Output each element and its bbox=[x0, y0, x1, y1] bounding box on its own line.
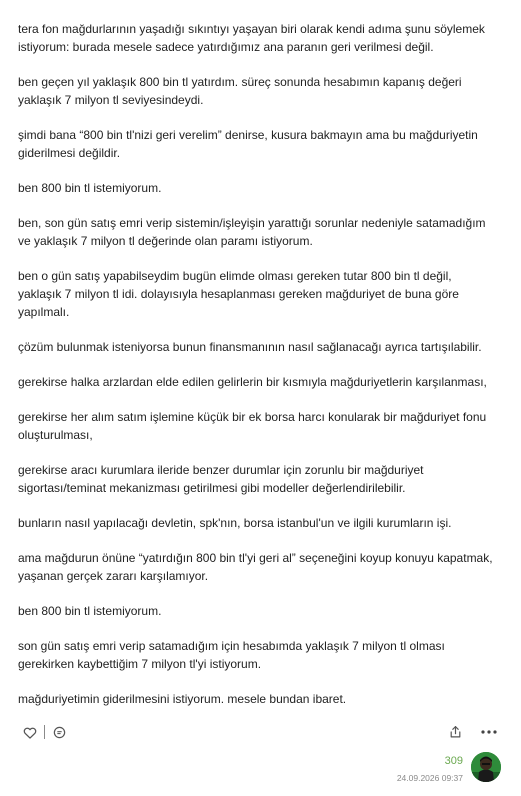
avatar[interactable] bbox=[471, 752, 501, 782]
author-link[interactable]: 309 bbox=[444, 755, 463, 767]
avatar-image bbox=[471, 752, 501, 782]
entry-date[interactable]: 24.09.2026 09:37 bbox=[396, 773, 463, 783]
entry-paragraph: gerekirse her alım satım işlemine küçük bir ek borsa harcı konularak bir mağduriyet fonu oluşturulması, bbox=[18, 410, 487, 442]
entry-paragraph: ama mağdurun önüne “yatırdığın 800 bin tl'yi geri al” seçeneğini koyup konuyu kapatmak, yaşanan gerçek zararı karşılamıyor. bbox=[18, 551, 493, 583]
entry-paragraph: ben 800 bin tl istemiyorum. bbox=[18, 604, 162, 618]
action-separator bbox=[44, 725, 45, 739]
entry-paragraph: gerekirse aracı kurumlara ileride benzer durumlar için zorunlu bir mağduriyet sigortası/teminat mekanizması getirilmesi gibi modeller değerlendirilebilir. bbox=[18, 463, 424, 495]
entry-content bbox=[18, 20, 496, 725]
entry-paragraph: son gün satış emri verip satamadığım için hesabımda yaklaşık 7 milyon tl olması gerekirken kaybettiğim 7 milyon tl'yi istiyorum. bbox=[18, 639, 445, 671]
comment-icon bbox=[53, 726, 66, 739]
entry-paragraph: çözüm bulunmak isteniyorsa bunun finansmanının nasıl sağlanacağı ayrıca tartışılabilir. bbox=[18, 340, 482, 354]
entry-meta bbox=[397, 752, 501, 785]
entry-paragraph: bunların nasıl yapılacağı devletin, spk'nın, borsa istanbul'un ve ilgili kurumların işi. bbox=[18, 516, 452, 530]
entry-paragraph: gerekirse halka arzlardan elde edilen gelirlerin bir kısmıyla mağduriyetlerin karşılanması, bbox=[18, 375, 487, 389]
more-button[interactable] bbox=[477, 720, 501, 744]
entry-paragraph: ben, son gün satış emri verip sistemin/işleyişin yarattığı sorunlar nedeniyle satamadığım ve yaklaşık 7 milyon tl değerinde olan paramı istiyorum. bbox=[18, 216, 486, 248]
entry-paragraph: ben o gün satış yapabilseydim bugün elimde olması gereken tutar 800 bin tl değil, yaklaşık 7 milyon tl idi. dolayısıyla hesaplanması gereken mağduriyet de buna göre yapılmalı. bbox=[18, 269, 459, 319]
more-icon bbox=[481, 730, 497, 734]
entry-meta-text bbox=[397, 752, 463, 785]
share-button[interactable] bbox=[443, 720, 467, 744]
entry-actions-right bbox=[443, 719, 501, 745]
entry-paragraph: ben 800 bin tl istemiyorum. bbox=[18, 181, 162, 195]
entry-actions-left bbox=[18, 719, 71, 745]
heart-icon bbox=[23, 726, 37, 739]
like-button[interactable] bbox=[18, 720, 42, 744]
entry-paragraph: mağduriyetimin giderilmesini istiyorum. mesele bundan ibaret. bbox=[18, 692, 347, 706]
entry-paragraph: ben geçen yıl yaklaşık 800 bin tl yatırdım. süreç sonunda hesabımın kapanış değeri yaklaşık 7 milyon tl seviyesindeydi. bbox=[18, 75, 462, 107]
share-icon bbox=[449, 725, 462, 739]
entry-paragraph: şimdi bana “800 bin tl'nizi geri verelim” denirse, kusura bakmayın ama bu mağduriyetin giderilmesi değildir. bbox=[18, 128, 478, 160]
comment-button[interactable] bbox=[47, 720, 71, 744]
entry-paragraph: tera fon mağdurlarının yaşadığı sıkıntıyı yaşayan biri olarak kendi adıma şunu söylemek istiyorum: burada mesele sadece yatırdığımız ana paranın geri verilmesi değil. bbox=[18, 22, 485, 54]
